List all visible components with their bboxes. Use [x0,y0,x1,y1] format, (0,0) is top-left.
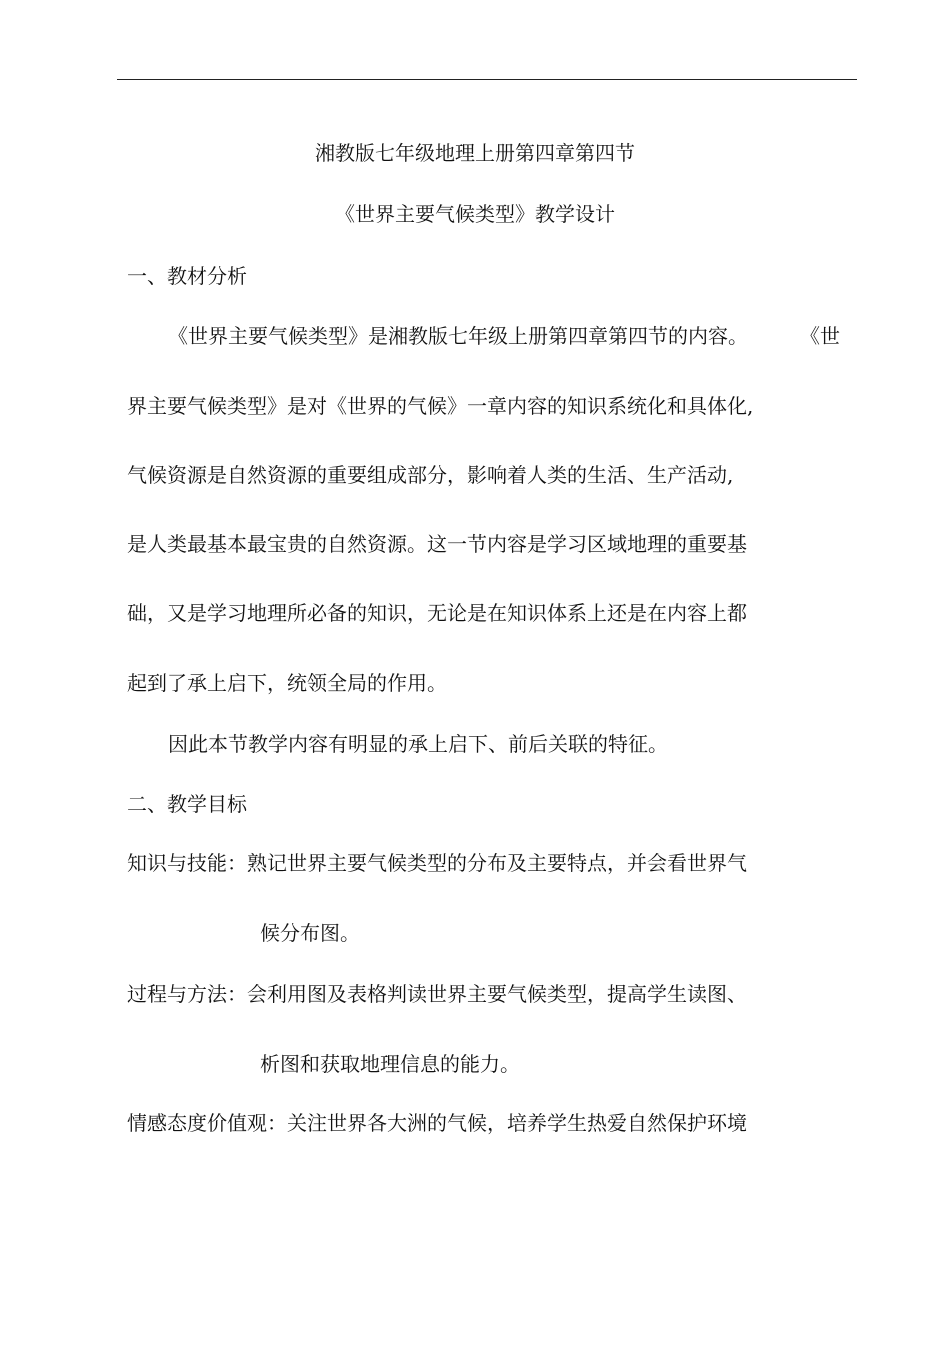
title-line-2: 《世界主要气候类型》教学设计 [335,202,615,226]
objective-knowledge-cont: 候分布图。 [260,921,360,945]
paragraph-line: 《世界主要气候类型》是湘教版七年级上册第四章第四节的内容。 [168,324,748,348]
paragraph-line: 界主要气候类型》是对《世界的气候》一章内容的知识系统化和具体化, [127,394,754,418]
objective-knowledge: 知识与技能：熟记世界主要气候类型的分布及主要特点，并会看世界气 [127,851,747,875]
objective-process-cont: 析图和获取地理信息的能力。 [260,1052,520,1076]
paragraph-line: 起到了承上启下，统领全局的作用。 [127,671,447,695]
paragraph-line: 是人类最基本最宝贵的自然资源。这一节内容是学习区域地理的重要基 [127,532,747,556]
section-heading-materials: 一、教材分析 [127,264,247,288]
paragraph-line: 气候资源是自然资源的重要组成部分，影响着人类的生活、生产活动, [127,463,734,487]
header-rule [117,79,857,80]
paragraph-line: 础，又是学习地理所必备的知识，无论是在知识体系上还是在内容上都 [127,601,747,625]
paragraph-line: 因此本节教学内容有明显的承上启下、前后关联的特征。 [168,732,668,756]
objective-emotion: 情感态度价值观：关注世界各大洲的气候，培养学生热爱自然保护环境 [127,1111,747,1135]
paragraph-line: 《世 [800,324,840,348]
section-heading-objectives: 二、教学目标 [127,792,247,816]
objective-process: 过程与方法：会利用图及表格判读世界主要气候类型，提高学生读图、 [127,982,747,1006]
title-line-1: 湘教版七年级地理上册第四章第四节 [315,141,635,165]
